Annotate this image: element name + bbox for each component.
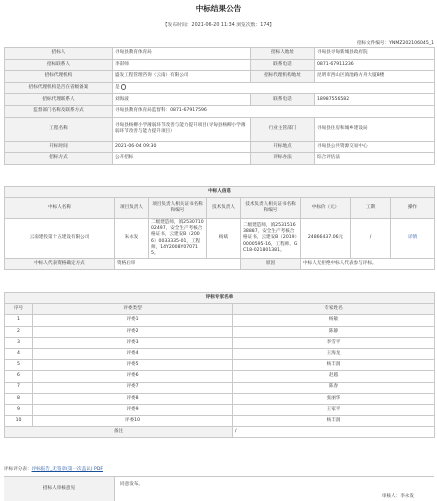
field-label: 监督部门名称及联系方式 — [5, 105, 113, 117]
row-number: 8 — [5, 393, 33, 404]
construction-period: / — [351, 219, 391, 259]
field-value: 李彩师 — [113, 59, 251, 71]
judge-type: 评委2 — [33, 326, 233, 337]
field-label: 原因 — [241, 259, 301, 270]
row-number: 6 — [5, 371, 33, 382]
judge-name: 王家平 — [233, 404, 435, 415]
column-header: 工期 — [351, 198, 391, 219]
row-number: 1 — [5, 315, 33, 326]
committee-header-row — [5, 304, 435, 315]
judge-name: 陈静 — [233, 326, 435, 337]
basic-row — [5, 71, 435, 83]
table-row — [5, 326, 435, 337]
field-value: 0871-67911236 — [315, 59, 435, 71]
tech-certificate: 二级建造师，滇253151638887，安全生产考核合格证书，云建安B（2019）0000595-16，工程师，GC18-021801381。 — [241, 219, 301, 259]
winner-name: 云南建投第十五建设有限公司 — [5, 219, 115, 259]
judge-type: 评委7 — [33, 382, 233, 393]
basic-info-table — [4, 47, 435, 165]
basic-row — [5, 141, 435, 153]
filing-status: 是 — [115, 85, 120, 91]
field-value: 资格后审 — [115, 259, 241, 270]
table-row — [5, 404, 435, 415]
judge-type: 评委9 — [33, 404, 233, 415]
judge-type: 评委3 — [33, 337, 233, 348]
field-value: 寻甸县杨柳小学薄弱环节改善与能力提升项目(寻甸县杨柳小学薄弱环节改善与能力提升项目） — [113, 117, 251, 141]
field-label: 开标时间 — [5, 141, 113, 153]
table-row — [5, 382, 435, 393]
pm-certificate: 二级建造师，滇253071002497，安全生产考核合格证书，云建安B（2006）0033335-01，工程师，14Y2008Y070715。 — [149, 219, 207, 259]
row-number: 4 — [5, 348, 33, 359]
row-number: 3 — [5, 337, 33, 348]
field-label: 评标办法 — [251, 153, 315, 165]
field-value: 中标人无拒绝中标人代表参与评标。 — [301, 259, 435, 270]
tender-code: 招标文件编号：YNMZ202106045_1 — [356, 41, 434, 46]
column-header: 技术负责人 — [207, 198, 241, 219]
judge-type: 评委4 — [33, 348, 233, 359]
winner-header-row — [5, 198, 435, 219]
row-number: 7 — [5, 382, 33, 393]
judge-type: 评委1 — [33, 315, 233, 326]
field-value: 公开招标 — [113, 153, 251, 165]
table-row — [5, 348, 435, 359]
radio-icon — [121, 84, 126, 89]
winner-reason-row — [5, 259, 435, 270]
judge-name: 杨敏 — [233, 315, 435, 326]
field-label: 联系电话 — [251, 94, 315, 106]
judge-name: 李雪平 — [233, 337, 435, 348]
field-label: 联系电话 — [251, 59, 315, 71]
table-row — [5, 315, 435, 326]
field-label: 招标代理机构是否在省级备案 — [5, 82, 113, 94]
publish-meta: 【发布时间：2021-06-20 11:34 浏览次数：174】 — [162, 23, 275, 28]
bid-price: 24866437.06元 — [301, 219, 351, 259]
row-number: 10 — [5, 416, 33, 427]
field-value: 昆明市西山区滇池路方舟大厦8楼 — [315, 71, 435, 83]
basic-row — [5, 153, 435, 165]
row-number: 5 — [5, 360, 33, 371]
field-label: 招标方式 — [5, 153, 113, 165]
basic-row — [5, 82, 435, 94]
column-header: 评委类型 — [33, 304, 233, 315]
table-row — [5, 337, 435, 348]
winner-table — [4, 186, 435, 270]
committee-table — [4, 292, 435, 438]
reviewer-signature: 审核人：李永发 — [381, 494, 414, 499]
judge-type: 评委5 — [33, 360, 233, 371]
row-number: 2 — [5, 326, 33, 337]
basic-row — [5, 117, 435, 141]
field-value: 寻甸县公共资源交易中心 — [315, 141, 435, 153]
table-row — [5, 393, 435, 404]
field-value: 寻甸县住房和城乡建设局 — [315, 117, 435, 141]
judge-name: 杨丰润 — [233, 416, 435, 427]
field-value: 寻甸县教育体育局监督科：0871-67917596 — [113, 105, 435, 117]
column-header: 中标人名称 — [5, 198, 115, 219]
field-value: 综合评估法 — [315, 153, 435, 165]
field-label: 开标地点 — [251, 141, 315, 153]
field-value: 寻甸县教育体育局 — [113, 48, 251, 60]
judge-name: 张丽华 — [233, 393, 435, 404]
field-value: 盛发工程管理咨询（云南）有限公司 — [113, 71, 251, 83]
column-header: 项目负责人相关证书名称和编号 — [149, 198, 207, 219]
judge-name: 陈春 — [233, 382, 435, 393]
column-header: 序号 — [5, 304, 33, 315]
attachments — [4, 466, 103, 472]
page-title: 中标结果公告 — [195, 4, 242, 13]
table-row — [5, 416, 435, 427]
winner-row — [5, 219, 435, 259]
field-label: 招标人 — [5, 48, 113, 60]
report-pdf-link[interactable]: 评标报告_无签章(第一次盖认) PDF — [31, 467, 103, 472]
project-manager: 朱永发 — [115, 219, 149, 259]
judge-type: 评委8 — [33, 393, 233, 404]
basic-row — [5, 105, 435, 117]
judge-type: 评委10 — [33, 416, 233, 427]
column-header: 技术负责人相关证书名称和编号 — [241, 198, 301, 219]
field-label: 招标代理机构地址 — [251, 71, 315, 83]
field-label: 中标人代表资格确定方式 — [5, 259, 115, 270]
field-label: 备注 — [5, 427, 233, 438]
field-value: 2021-06-04 09:30 — [113, 141, 251, 153]
field-value: 18987556582 — [315, 94, 435, 106]
judge-name: 杨丰润 — [233, 360, 435, 371]
review-opinion-text: 同意发布。 — [120, 482, 143, 487]
column-header: 操作 — [391, 198, 435, 219]
field-label: 招标代理机构 — [5, 71, 113, 83]
judge-name: 王海龙 — [233, 348, 435, 359]
field-value: 寻甸县寻甸新城县政府院 — [315, 48, 435, 60]
basic-row — [5, 59, 435, 71]
details-link[interactable] — [391, 219, 435, 259]
details-link-label[interactable]: 详情 — [407, 235, 418, 241]
field-value: 刘海波 — [113, 94, 251, 106]
field-value — [113, 82, 435, 94]
column-header: 项目负责人 — [115, 198, 149, 219]
row-number: 9 — [5, 404, 33, 415]
field-value: / — [233, 427, 435, 438]
section-title: 中标人信息 — [5, 187, 435, 198]
field-label: 招标人地址 — [251, 48, 315, 60]
judge-name: 赵越 — [233, 371, 435, 382]
column-header: 中标价（元） — [301, 198, 351, 219]
review-opinion — [4, 476, 434, 501]
remark-row — [5, 427, 435, 438]
section-title: 评标专家名单 — [5, 293, 435, 304]
field-label: 行业主管部门 — [251, 117, 315, 141]
field-label: 招标联系人 — [5, 59, 113, 71]
tech-lead: 杨斌 — [207, 219, 241, 259]
attachments-label: 评标评分表： — [4, 467, 32, 472]
field-label: 招标代理联系人 — [5, 94, 113, 106]
table-row — [5, 360, 435, 371]
judge-type: 评委6 — [33, 371, 233, 382]
review-label: 招标人审核意见 — [4, 477, 115, 501]
basic-row — [5, 94, 435, 106]
table-row — [5, 371, 435, 382]
column-header: 专家姓名 — [233, 304, 435, 315]
field-label: 工程名称 — [5, 117, 113, 141]
basic-row — [5, 48, 435, 60]
